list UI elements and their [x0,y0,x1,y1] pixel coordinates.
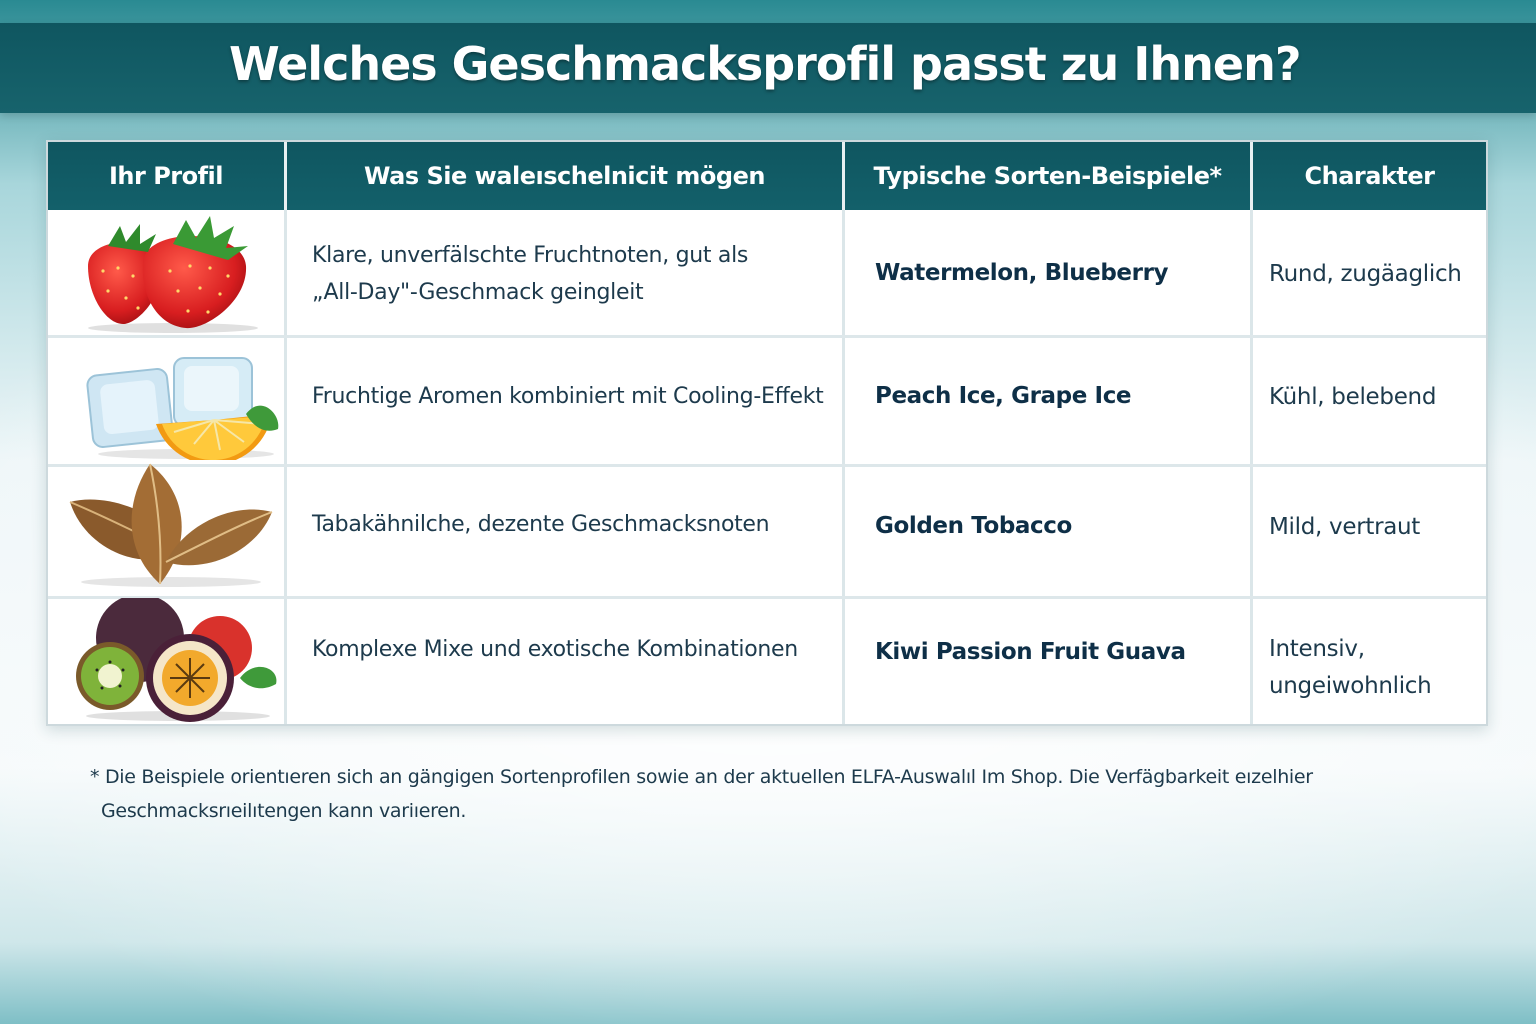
header-examples: Typische Sorten-Beispiele* [873,162,1222,190]
header-likes: Was Sie waleıschelnicit mögen [364,162,765,190]
row-3-character: Mild, vertraut [1269,514,1421,540]
likes-text-line: Klare, unverfälschte Fruchtnoten, gut als [312,243,749,268]
likes-text-line: „All-Day"-Geschmack geingleit [312,280,644,305]
footnote-line-1: * Die Beispiele orientıeren sich an gängigen Sortenprofilen sowie an der aktuellen ELFA-Auswalıl Im Shop. Die Verfägbarkeit eızelhier [90,766,1313,788]
tobacco-leaf-icon [66,462,274,591]
header-divider [284,142,287,210]
character-text-line: ungeiwohnlich [1269,673,1432,699]
flavor-profile-table [46,140,1488,726]
row-1-likes [312,237,748,311]
row-4-character [1269,631,1431,705]
column-divider [1250,142,1253,724]
footnote-line-2: Geschmacksrıeilıtengen kann variıeren. [101,800,467,822]
row-1-examples: Watermelon, Blueberry [875,260,1169,286]
row-4-likes: Komplexe Mixe und exotische Kombinationen [312,637,798,662]
header-character: Charakter [1304,162,1435,190]
ice-orange-icon [86,354,282,464]
footnote [90,760,1350,828]
header-divider [1250,142,1253,210]
row-3-examples: Golden Tobacco [875,513,1072,539]
row-4-examples: Kiwi Passion Fruit Guava [875,639,1186,665]
header-profile: Ihr Profil [108,162,223,190]
header-divider [842,142,845,210]
row-3-likes: Tabakähnilche, dezente Geschmacksnoten [312,512,770,537]
row-2-likes: Fruchtige Aromen kombiniert mit Cooling-Effekt [312,384,824,409]
character-text-line: Intensiv, [1269,636,1365,662]
column-divider [842,142,845,724]
strawberry-icon [78,216,264,338]
character-text-line: Rund, zugäaglich [1269,261,1462,287]
page-title: Welches Geschmacksprofil passt zu Ihnen? [229,37,1301,91]
exotic-fruit-icon [70,598,280,726]
column-divider [284,142,287,724]
row-1-character [1269,256,1462,293]
row-2-character: Kühl, belebend [1269,384,1437,410]
row-2-examples: Peach Ice, Grape Ice [875,383,1132,409]
